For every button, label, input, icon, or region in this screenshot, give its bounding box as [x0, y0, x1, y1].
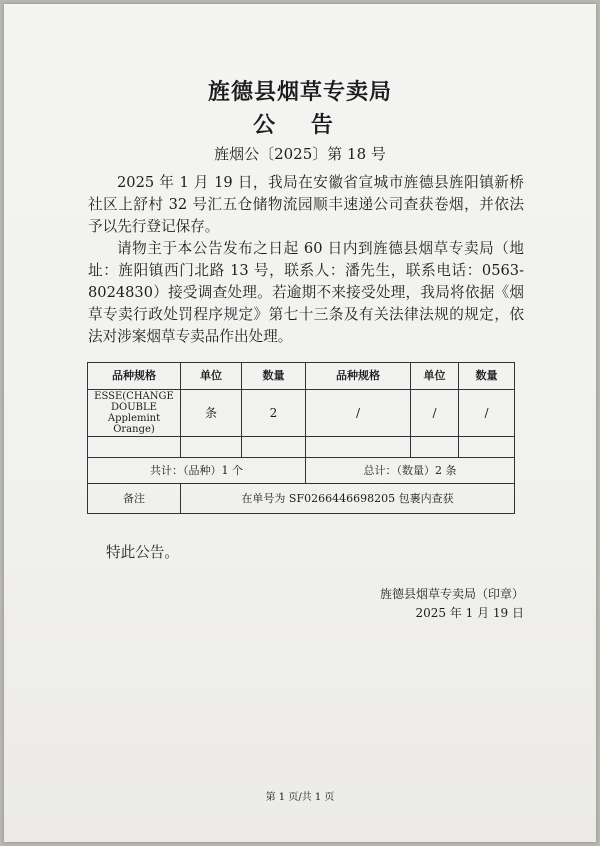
page-number: 第 1 页/共 1 页	[265, 792, 335, 803]
issuer-signature: 旌德县烟草专卖局（印章）	[379, 587, 524, 601]
table-cell	[459, 437, 515, 458]
total-varieties: 共计：（品种）1 个	[88, 458, 306, 484]
table-cell	[242, 437, 306, 458]
header-cell: 数量	[242, 363, 306, 390]
header-cell: 数量	[459, 363, 515, 390]
notice-title: 公 告	[253, 113, 347, 138]
document-number: 旌烟公〔2025〕第 18 号	[214, 145, 386, 163]
header-cell: 单位	[181, 363, 242, 390]
table-row	[88, 390, 515, 437]
closing-statement: 特此公告。	[106, 544, 179, 561]
table-cell	[306, 437, 411, 458]
table-cell: ESSE(CHANGE DOUBLE Applemint Orange)	[88, 390, 181, 437]
agency-name: 旌德县烟草专卖局	[207, 80, 392, 105]
totals-row	[88, 458, 515, 484]
seized-goods-table	[87, 362, 515, 514]
table-cell: 2	[242, 390, 306, 437]
header-cell: 单位	[411, 363, 459, 390]
table-cell: /	[459, 390, 515, 437]
table-header-row	[88, 363, 515, 390]
paragraph-instructions: 请物主于本公告发布之日起 60 日内到旌德县烟草专卖局（地址：旌阳镇西门北路 13 号，联系人：潘先生，联系电话：0563-8024830）接受调查处理。若逾期不来接受处理，我局将依据《烟草专卖行政处罚程序规定》第七十三条及有关法律法规的规定，依法对涉案烟草专卖品作出处理。	[88, 240, 524, 345]
table-cell	[181, 437, 242, 458]
table-row	[88, 437, 515, 458]
table-cell: /	[411, 390, 459, 437]
table-cell: /	[306, 390, 411, 437]
paragraph-seizure: 2025 年 1 月 19 日，我局在安徽省宣城市旌德县旌阳镇新桥社区上舒村 32 号汇五仓储物流园顺丰速递公司查获卷烟，并依法予以先行登记保存。	[88, 174, 524, 235]
remark-label: 备注	[88, 484, 181, 514]
header-cell: 品种规格	[306, 363, 411, 390]
issue-date: 2025 年 1 月 19 日	[415, 606, 524, 620]
header-cell: 品种规格	[88, 363, 181, 390]
table-cell: 条	[181, 390, 242, 437]
table-cell	[411, 437, 459, 458]
remark-value: 在单号为 SF0266446698205 包裹内查获	[181, 484, 515, 514]
total-quantity: 总计：（数量）2 条	[306, 458, 515, 484]
table-cell	[88, 437, 181, 458]
remark-row	[88, 484, 515, 514]
